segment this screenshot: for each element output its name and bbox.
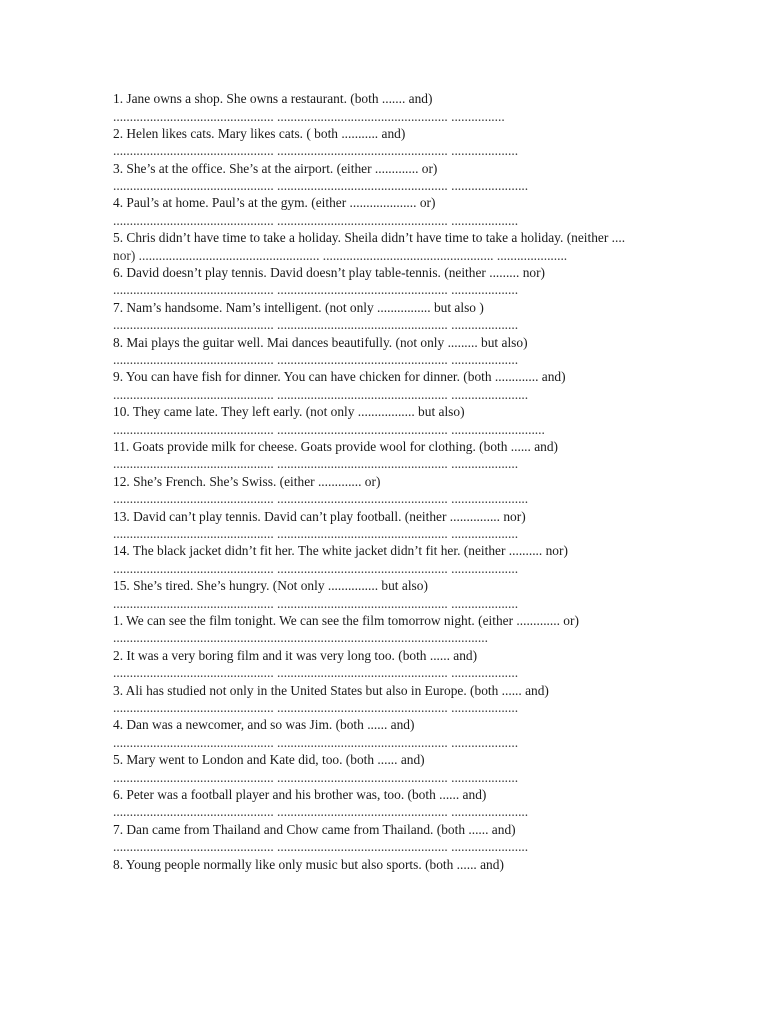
exercise-question: 14. The black jacket didn’t fit her. The white jacket didn’t fit her. (neither .......... nor) <box>113 543 568 559</box>
answer-line[interactable]: ................................................ ................................................... .................... <box>113 734 519 750</box>
exercise-item <box>113 194 653 229</box>
exercise-question: 2. It was a very boring film and it was very long too. (both ...... and) <box>113 647 478 663</box>
answer-line[interactable]: ................................................ ................................................... ....................... <box>113 178 529 194</box>
exercise-question: 3. She’s at the office. She’s at the airport. (either ............. or) <box>113 160 438 176</box>
exercise-item <box>113 751 653 786</box>
exercise-list <box>113 90 653 873</box>
exercise-item <box>113 368 653 403</box>
answer-line[interactable]: ................................................ ................................................... .................... <box>113 456 519 472</box>
answer-line[interactable]: ................................................ ................................................... .................... <box>113 769 519 785</box>
answer-line[interactable]: ................................................ ................................................... .................... <box>113 352 519 368</box>
exercise-question: 11. Goats provide milk for cheese. Goats provide wool for clothing. (both ...... and) <box>113 438 559 454</box>
answer-line[interactable]: ................................................................................................................ <box>113 630 488 646</box>
answer-line[interactable]: ................................................ ................................................... .................... <box>113 560 519 576</box>
answer-line[interactable]: ................................................ ................................................... .................... <box>113 595 519 611</box>
answer-line[interactable]: ................................................ ................................................... ....................... <box>113 491 529 507</box>
answer-line[interactable]: ................................................ ................................................... ................ <box>113 108 505 124</box>
exercise-question: 1. We can see the film tonight. We can see the film tomorrow night. (either ............. or) <box>113 612 579 628</box>
exercise-question: 12. She’s French. She’s Swiss. (either ............. or) <box>113 473 381 489</box>
exercise-question: 5. Chris didn’t have time to take a holiday. Sheila didn’t have time to take a holiday. (neither .... <box>113 230 626 246</box>
exercise-item <box>113 612 653 647</box>
exercise-item <box>113 229 653 264</box>
exercise-item <box>113 786 653 821</box>
exercise-question: 5. Mary went to London and Kate did, too. (both ...... and) <box>113 752 425 768</box>
exercise-question: 6. Peter was a football player and his brother was, too. (both ...... and) <box>113 786 487 802</box>
exercise-item <box>113 90 653 125</box>
exercise-question: 3. Ali has studied not only in the United States but also in Europe. (both ...... and) <box>113 682 549 698</box>
exercise-item <box>113 403 653 438</box>
exercise-item <box>113 438 653 473</box>
exercise-question: 15. She’s tired. She’s hungry. (Not only ............... but also) <box>113 578 428 594</box>
exercise-item <box>113 299 653 334</box>
exercise-item <box>113 716 653 751</box>
answer-line[interactable]: ................................................ ................................................... .................... <box>113 212 519 228</box>
exercise-question: 4. Paul’s at home. Paul’s at the gym. (either .................... or) <box>113 195 436 211</box>
exercise-item <box>113 647 653 682</box>
answer-line[interactable]: ................................................ ................................................... ....................... <box>113 839 529 855</box>
exercise-item <box>113 125 653 160</box>
exercise-item <box>113 473 653 508</box>
exercise-question: 6. David doesn’t play tennis. David doesn’t play table-tennis. (neither ......... nor) <box>113 264 546 280</box>
exercise-item <box>113 508 653 543</box>
exercise-item <box>113 856 653 874</box>
exercise-question: 7. Dan came from Thailand and Chow came from Thailand. (both ...... and) <box>113 821 516 837</box>
exercise-item <box>113 160 653 195</box>
exercise-question: 13. David can’t play tennis. David can’t play football. (neither ............... nor) <box>113 508 526 524</box>
answer-line[interactable]: ................................................ ................................................... .................... <box>113 282 519 298</box>
answer-line[interactable]: ................................................ ................................................... .................... <box>113 665 519 681</box>
exercise-question: 2. Helen likes cats. Mary likes cats. ( both ........... and) <box>113 125 406 141</box>
answer-line[interactable]: nor) ...................................................... ................................................... ..................... <box>113 247 568 263</box>
exercise-question: 9. You can have fish for dinner. You can have chicken for dinner. (both ............. and) <box>113 369 566 385</box>
answer-line[interactable]: ................................................ ................................................... ............................ <box>113 421 545 437</box>
answer-line[interactable]: ................................................ ................................................... .................... <box>113 526 519 542</box>
exercise-item <box>113 821 653 856</box>
exercise-item <box>113 542 653 577</box>
answer-line[interactable]: ................................................ ................................................... ....................... <box>113 804 529 820</box>
exercise-question: 7. Nam’s handsome. Nam’s intelligent. (not only ................ but also ) <box>113 299 484 315</box>
answer-line[interactable]: ................................................ ................................................... .................... <box>113 143 519 159</box>
exercise-question: 10. They came late. They left early. (not only ................. but also) <box>113 404 465 420</box>
exercise-item <box>113 264 653 299</box>
exercise-item <box>113 334 653 369</box>
answer-line[interactable]: ................................................ ................................................... .................... <box>113 700 519 716</box>
exercise-item <box>113 577 653 612</box>
exercise-question: 4. Dan was a newcomer, and so was Jim. (both ...... and) <box>113 717 415 733</box>
exercise-question: 8. Young people normally like only music but also sports. (both ...... and) <box>113 856 504 872</box>
exercise-question: 1. Jane owns a shop. She owns a restaurant. (both ....... and) <box>113 91 433 106</box>
answer-line[interactable]: ................................................ ................................................... .................... <box>113 317 519 333</box>
exercise-item <box>113 682 653 717</box>
exercise-question: 8. Mai plays the guitar well. Mai dances beautifully. (not only ......... but also) <box>113 334 528 350</box>
answer-line[interactable]: ................................................ ................................................... ....................... <box>113 386 529 402</box>
